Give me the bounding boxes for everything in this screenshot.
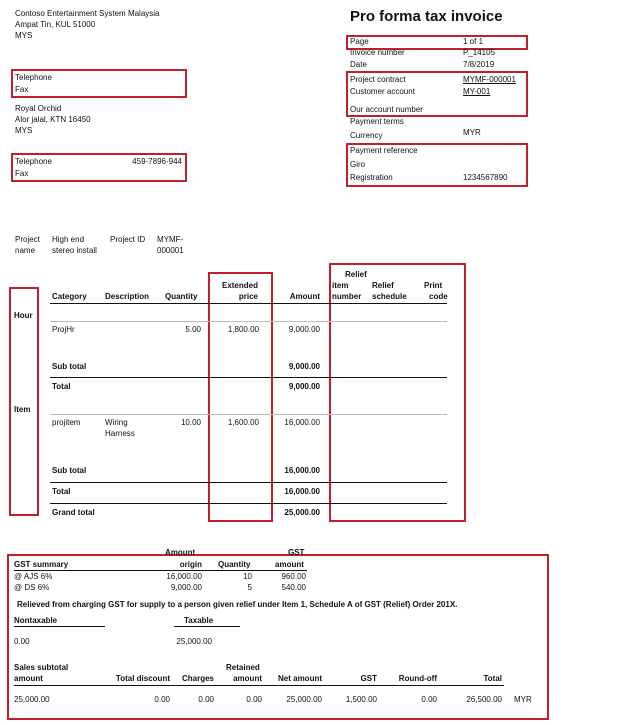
gst-header-gst-1: GST (288, 548, 305, 557)
header-print-code-2: code (429, 292, 448, 301)
row2-amount: 16,000.00 (284, 418, 320, 427)
customer-country: MYS (15, 126, 33, 135)
total2-value: 16,000.00 (284, 487, 320, 496)
customer-telephone-value: 459-7896-944 (132, 157, 182, 166)
project-contract-link[interactable]: MYMF-000001 (463, 75, 516, 84)
footer-net-label: Net amount (278, 674, 322, 683)
footer-rule (14, 685, 504, 686)
project-name-value: High end (52, 235, 85, 244)
footer-gst-label: GST (360, 674, 377, 683)
subtotal1-value: 9,000.00 (288, 362, 320, 371)
gst-header-amount-1: Amount (165, 548, 196, 557)
footer-retained-label-2: amount (233, 674, 262, 683)
customer-telephone-label: Telephone (15, 157, 52, 166)
gst-row2-quantity: 5 (247, 583, 252, 592)
gst-row1-amount: 960.00 (281, 572, 306, 581)
header-extended-1: Extended (221, 281, 258, 290)
customer-fax-label: Fax (15, 169, 29, 178)
header-amount: Amount (289, 292, 320, 301)
gst-header-quantity: Quantity (218, 560, 251, 569)
header-print-code-1: Print (424, 281, 443, 290)
project-id-value: MYMF- (157, 235, 184, 244)
gst-row1-origin: 16,000.00 (166, 572, 202, 581)
grand-total-label: Grand total (52, 508, 95, 517)
project-name-label-2: name (15, 246, 36, 255)
group-hour-label: Hour (14, 311, 33, 320)
subtotal2-label: Sub total (52, 466, 87, 475)
footer-discount-label: Total discount (115, 674, 170, 683)
invoice-title: Pro forma tax invoice (350, 8, 503, 25)
footer-sales-label-1: Sales subtotal (14, 663, 69, 672)
footer-sales-label-2: amount (14, 674, 43, 683)
gst-row2-label: @ DS 6% (14, 583, 50, 592)
hour-rule (50, 321, 447, 322)
header-category: Category (52, 292, 87, 301)
footer-charges-value: 0.00 (198, 695, 214, 704)
group-column-highlight (9, 287, 39, 516)
total2-label: Total (52, 487, 71, 496)
gst-header-rule (14, 570, 307, 571)
nontaxable-value: 0.00 (14, 637, 30, 646)
total1-label: Total (52, 382, 71, 391)
company-telephone-label: Telephone (15, 73, 52, 82)
footer-roundoff-label: Round-off (398, 674, 437, 683)
taxable-value: 25,000.00 (176, 637, 212, 646)
invoice-number-label: Invoice number (350, 48, 405, 57)
subtotal1-label: Sub total (52, 362, 87, 371)
invoice-number-value: P_14105 (463, 48, 496, 57)
project-id-value-2: 000001 (157, 246, 184, 255)
total2-rule (50, 503, 447, 504)
header-relief-schedule-2: schedule (372, 292, 407, 301)
customer-account-link[interactable]: MY-001 (463, 87, 491, 96)
gst-header-amount-2: origin (179, 560, 202, 569)
row2-quantity: 10.00 (180, 418, 201, 427)
item-rule (50, 414, 447, 415)
company-address: Ampat Tin, KUL 51000 (15, 20, 96, 29)
page-label: Page (350, 37, 369, 46)
header-rule (50, 303, 447, 304)
subtotal2-rule (50, 482, 447, 483)
currency-label: Currency (350, 131, 383, 140)
footer-sales-value: 25,000.00 (14, 695, 50, 704)
date-label: Date (350, 60, 367, 69)
footer-total-value: 26,500.00 (466, 695, 502, 704)
nontaxable-label: Nontaxable (14, 616, 58, 625)
giro-label: Giro (350, 160, 366, 169)
subtotal1-rule (50, 377, 447, 378)
extended-price-highlight (208, 272, 273, 522)
footer-retained-label-1: Retained (226, 663, 260, 672)
currency-value: MYR (463, 128, 481, 137)
taxable-label: Taxable (184, 616, 214, 625)
header-relief-3: number (332, 292, 362, 301)
project-name-value-2: stereo install (52, 246, 97, 255)
registration-value: 1234567890 (463, 173, 508, 182)
footer-roundoff-value: 0.00 (421, 695, 437, 704)
nontaxable-rule (14, 626, 105, 627)
payment-terms-label: Payment terms (350, 117, 404, 126)
footer-retained-value: 0.00 (246, 695, 262, 704)
grand-total-value: 25,000.00 (284, 508, 320, 517)
row2-extended-price: 1,600.00 (227, 418, 259, 427)
gst-header-summary: GST summary (14, 560, 69, 569)
relief-note: Relieved from charging GST for supply to a person given relief under Item 1, Schedule A of GST (Relief) Order 201X. (17, 600, 458, 609)
footer-gst-value: 1,500.00 (345, 695, 377, 704)
gst-row1-quantity: 10 (243, 572, 252, 581)
gst-header-gst-2: amount (275, 560, 304, 569)
total1-value: 9,000.00 (288, 382, 320, 391)
project-id-label: Project ID (110, 235, 146, 244)
row1-category: ProjHr (52, 325, 75, 334)
footer-currency: MYR (514, 695, 532, 704)
customer-address: Alor jalal, KTN 16450 (15, 115, 91, 124)
header-description: Description (105, 292, 150, 301)
footer-net-value: 25,000.00 (286, 695, 322, 704)
company-name: Contoso Entertainment System Malaysia (15, 9, 160, 18)
gst-row1-label: @ AJS 6% (14, 572, 53, 581)
header-extended-2: price (238, 292, 258, 301)
gst-row2-origin: 9,000.00 (170, 583, 202, 592)
taxable-rule (174, 626, 240, 627)
header-quantity: Quantity (165, 292, 198, 301)
subtotal2-value: 16,000.00 (284, 466, 320, 475)
row2-description-2: Harness (105, 429, 135, 438)
gst-row2-amount: 540.00 (281, 583, 306, 592)
registration-label: Registration (350, 173, 393, 182)
footer-total-label: Total (483, 674, 502, 683)
row2-description: Wiring (105, 418, 128, 427)
company-fax-label: Fax (15, 85, 29, 94)
footer-charges-label: Charges (181, 674, 214, 683)
customer-account-label: Customer account (350, 87, 415, 96)
row2-category: projitem (52, 418, 81, 427)
row1-amount: 9,000.00 (288, 325, 320, 334)
header-relief-schedule-1: Relief (372, 281, 394, 290)
header-relief-2: item (332, 281, 349, 290)
group-item-label: Item (14, 405, 31, 414)
row1-extended-price: 1,800.00 (227, 325, 259, 334)
footer-discount-value: 0.00 (154, 695, 170, 704)
project-name-label: Project (15, 235, 40, 244)
row1-quantity: 5.00 (185, 325, 201, 334)
project-contract-label: Project contract (350, 75, 406, 84)
customer-name: Royal Orchid (15, 104, 62, 113)
payment-reference-label: Payment reference (350, 146, 418, 155)
company-country: MYS (15, 31, 33, 40)
our-account-label: Our account number (350, 105, 423, 114)
header-relief-1: Relief (345, 270, 367, 279)
date-value: 7/8/2019 (463, 60, 495, 69)
page-value: 1 of 1 (463, 37, 484, 46)
